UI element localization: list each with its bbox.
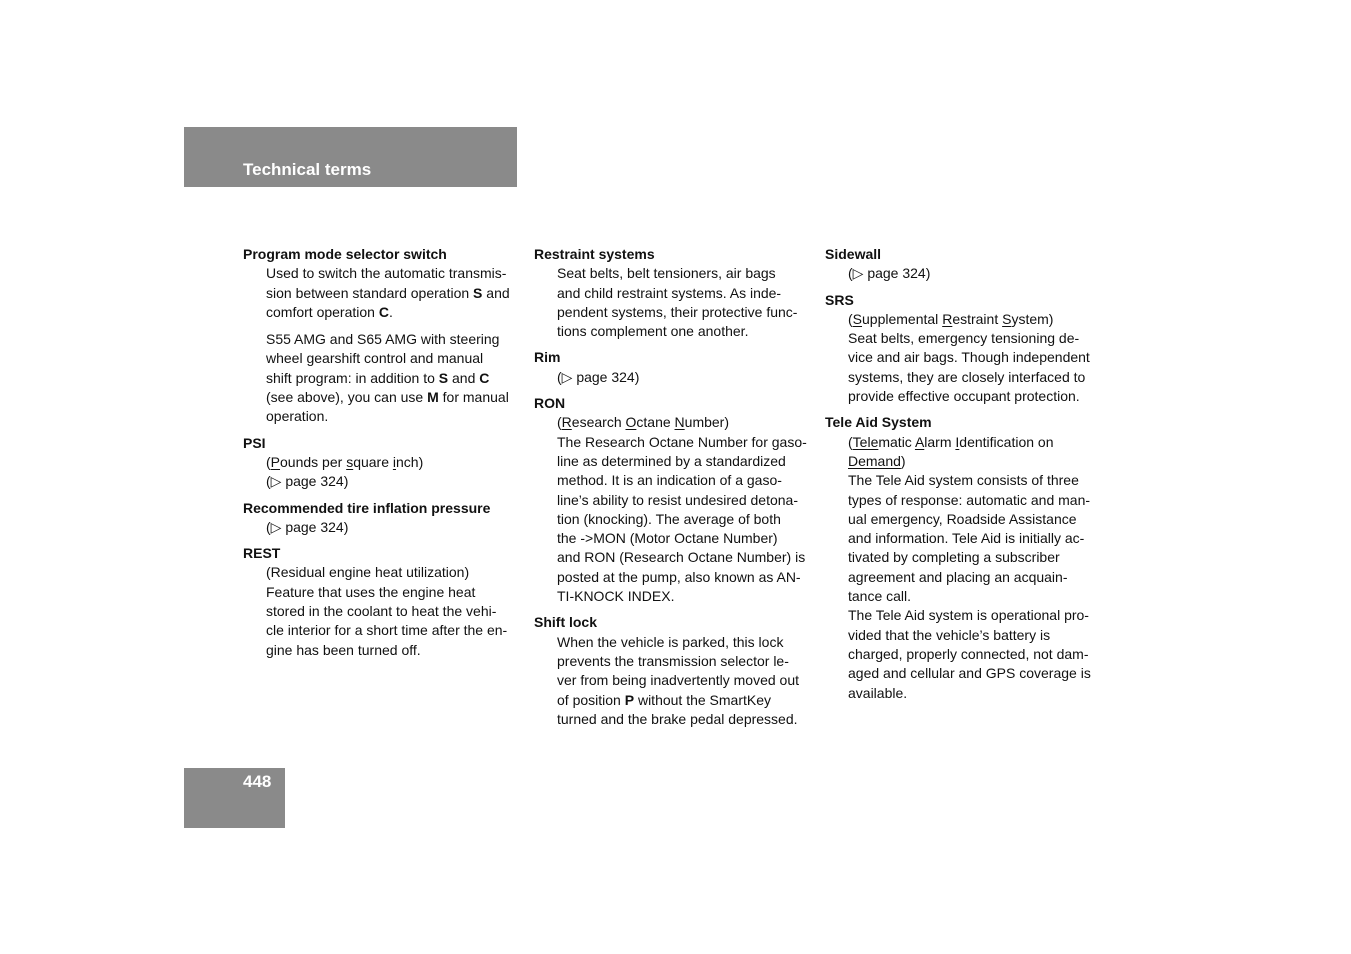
glossary-definition: (Supplemental Restraint System) Seat belts, emergency tensioning de- vice and air bags. Though independent systems, they are closely interfaced to provide effective occupant protection. bbox=[848, 310, 1090, 405]
glossary-term: PSI bbox=[243, 434, 266, 451]
page-number: 448 bbox=[243, 772, 272, 791]
glossary-entry bbox=[243, 245, 523, 427]
glossary-entry bbox=[825, 413, 1105, 702]
glossary-definition bbox=[825, 264, 1105, 283]
glossary-term: SRS bbox=[825, 291, 854, 308]
glossary-definition: (Pounds per square inch) (▷ page 324) bbox=[243, 453, 523, 492]
page-reference: (▷ page 324) bbox=[848, 265, 931, 282]
glossary-entry bbox=[243, 544, 523, 660]
glossary-definition: (Residual engine heat utilization) Feature that uses the engine heat stored in the coolant to heat the vehi- cle interior for a short time after the en- gine has been turned off. bbox=[266, 564, 508, 658]
glossary-definition bbox=[534, 368, 814, 387]
glossary-definition: (Research Octane Number) The Research Octane Number for gaso- line as determined by a standardized method. It is an indication of a gaso- line’s ability to resist undesired detona- tion (knocking). The average of both the ->MON (Motor Octane Number) and RON (Research Octane Number) is posted at the pump, also known as AN- TI-KNOCK INDEX. bbox=[557, 414, 807, 605]
glossary-term: Shift lock bbox=[534, 614, 598, 631]
glossary-term: Program mode selector switch bbox=[243, 246, 447, 262]
glossary-term: Tele Aid System bbox=[825, 414, 932, 431]
page-number-box bbox=[184, 768, 285, 828]
glossary-term: RON bbox=[534, 395, 566, 412]
glossary-term: Rim bbox=[534, 349, 561, 366]
glossary-definition: (Telematic Alarm Identification on Demand) The Tele Aid system consists of three types of response: automatic and man- ual emergency, Roadside Assistance and information. Tele Aid is initially ac- tivated by completing a subscriber agreement and placing an acquain- tance call. The Tele Aid system is operational pro- vided that the vehicle’s battery is charged, properly connected, not dam- aged and cellular and GPS coverage is available. bbox=[848, 433, 1091, 701]
glossary-definition: When the vehicle is parked, this lock prevents the transmission selector le- ver from being inadvertently moved out of position P without the SmartKey turned and the brake pedal depressed. bbox=[557, 633, 800, 727]
glossary-entry bbox=[825, 245, 1105, 284]
page-reference: (▷ page 324) bbox=[266, 518, 349, 535]
glossary-term: Restraint systems bbox=[534, 246, 655, 262]
section-header bbox=[184, 127, 517, 187]
glossary-term: Sidewall bbox=[825, 246, 882, 262]
page-reference: (▷ page 324) bbox=[266, 473, 349, 490]
glossary-entry bbox=[534, 245, 814, 341]
glossary-term: REST bbox=[243, 545, 281, 562]
glossary-column-2 bbox=[534, 245, 814, 736]
glossary-entry bbox=[243, 499, 523, 538]
glossary-column-1 bbox=[243, 245, 523, 667]
glossary-entry bbox=[243, 434, 523, 492]
glossary-entry bbox=[534, 613, 814, 729]
glossary-definition bbox=[243, 518, 523, 537]
glossary-definition: Used to switch the automatic transmis- sion between standard operation S and comfort operation C. S55 AMG and S65 AMG with steering wheel gearshift control and manual shift program: in addition to S and C (see above), you can use M for manual operation. bbox=[266, 265, 510, 425]
glossary-entry bbox=[534, 394, 814, 606]
glossary-entry bbox=[534, 348, 814, 387]
section-title: Technical terms bbox=[243, 160, 372, 179]
glossary-column-3 bbox=[825, 245, 1105, 710]
glossary-definition: Seat belts, belt tensioners, air bags and child restraint systems. As inde- pendent systems, their protective func- tions complement one another. bbox=[557, 265, 798, 340]
page-reference: (▷ page 324) bbox=[557, 368, 640, 385]
glossary-term: Recommended tire inflation pressure bbox=[243, 499, 491, 516]
glossary-entry bbox=[825, 291, 1105, 407]
